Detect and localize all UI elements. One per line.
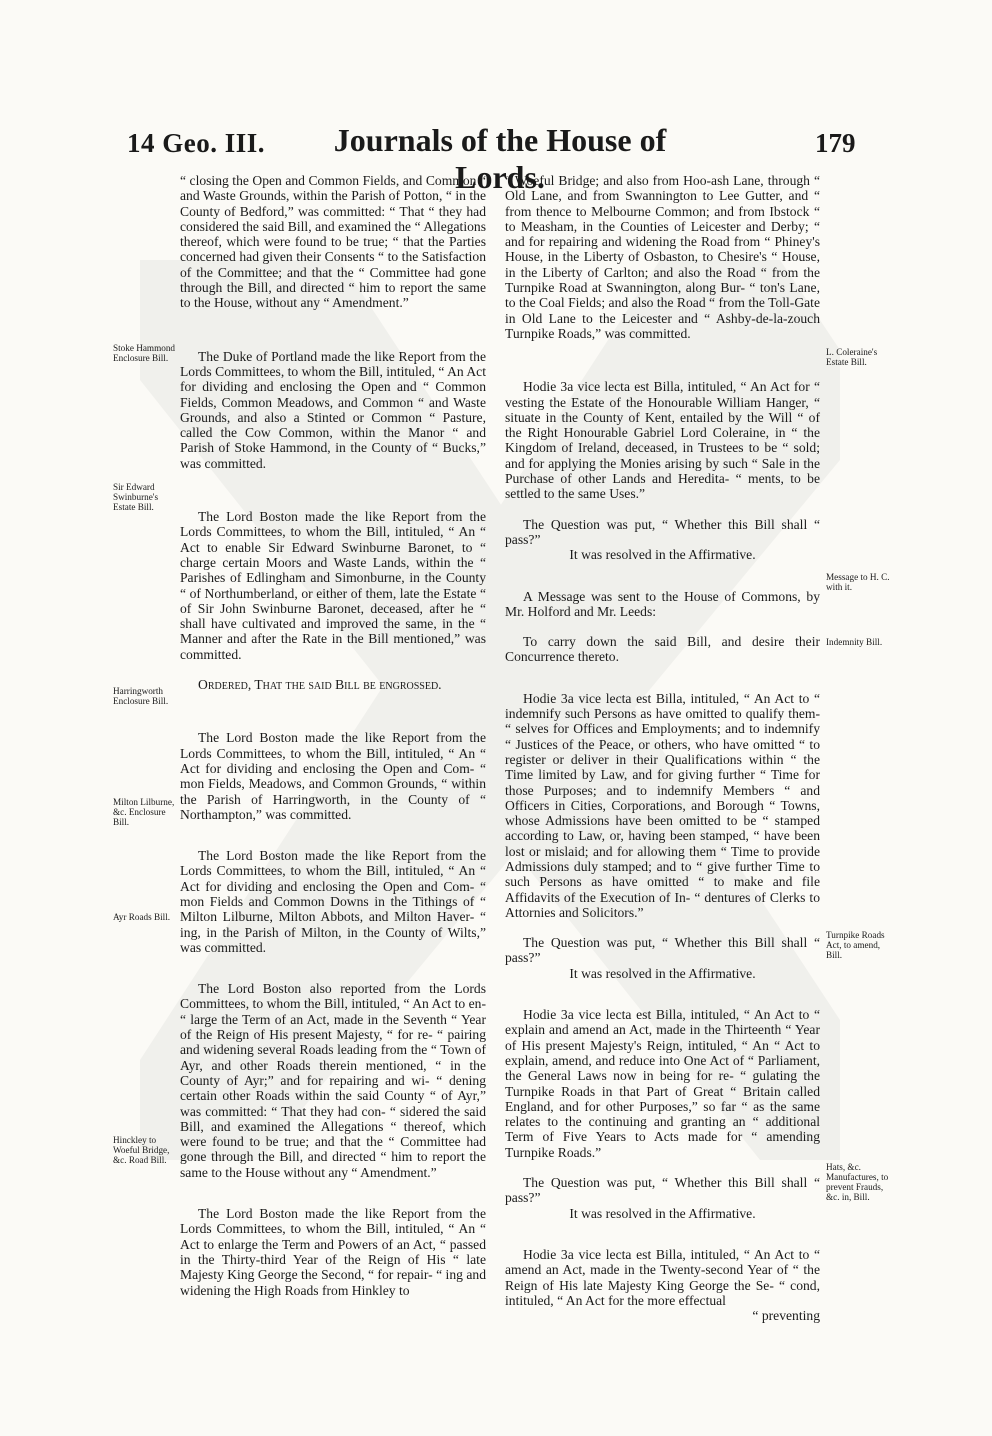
- margin-note: Sir Edward Swinburne's Estate Bill.: [113, 482, 159, 512]
- left-paragraph: The Duke of Portland made the like Report from the Lords Committees, to whom the Bill, intituled, “ An Act for dividing and enclosing the Open and “ Common Fields, Common Meadows, and Common “ and Waste Grounds, and also a Stinted or Common “ Pasture, called the Cow Common, within the Manor “ and Parish of Stoke Hammond, in the County of “ Bucks,” was committed.: [180, 348, 486, 471]
- right-paragraph: A Message was sent to the House of Commons, by Mr. Holford and Mr. Leeds:: [505, 588, 820, 619]
- catchword: “ preventing: [752, 1308, 820, 1324]
- margin-note: Harringworth Enclosure Bill.: [113, 686, 169, 706]
- regnal-year: 14 Geo. III.: [127, 128, 266, 158]
- margin-note: Ayr Roads Bill.: [113, 912, 171, 922]
- margin-note: L. Coleraine's Estate Bill.: [826, 347, 878, 367]
- margin-note: Indemnity Bill.: [826, 637, 883, 647]
- margin-note: Hats, &c. Manufactures, to prevent Frauds, &c. in, Bill.: [826, 1162, 889, 1202]
- left-paragraph: “ closing the Open and Common Fields, and Common “ and Waste Grounds, within the Parish of Potton, “ in the County of Bedford,” was committed: “ That “ they had considered the said Bill, and examined the “ Allegations thereof, which were found to be true; “ that the Parties concerned had given their Consents “ to the Satisfaction of the Committee; and that the “ Committee had gone through the Bill, and directed “ him to report the same to the House, without any “ Amendment.”: [180, 173, 486, 311]
- left-paragraph: The Lord Boston made the like Report from the Lords Committees, to whom the Bill, intituled, “ An “ Act for dividing and enclosing the Open and Com- “ mon Fields and Common Downs in the Tithings of “ Milton Lilburne, Milton Abbots, and Milton Haver- “ ing, in the Parish of Milton, in the County of Wilts,” was committed.: [180, 848, 486, 955]
- margin-note: Turnpike Roads Act, to amend, Bill.: [826, 930, 885, 960]
- page-number: 179: [815, 128, 856, 158]
- margin-note: Message to H. C. with it.: [826, 572, 890, 592]
- left-paragraph: The Lord Boston made the like Report from the Lords Committees, to whom the Bill, intituled, “ An “ Act to enlarge the Term and Powers of an Act, “ passed in the Thirty-third Year of the Reign of His “ late Majesty King George the Second, “ for repair- “ ing and widening the High Roads from Hinkley to: [180, 1206, 486, 1298]
- right-paragraph: It was resolved in the Affirmative.: [569, 547, 756, 563]
- right-paragraph: Hodie 3a vice lecta est Billa, intituled, “ An Act to “ amend an Act, made in the Twenty-second Year of “ the Reign of His late Majesty King George the Se- “ cond, intituled, “ An Act for the more effectual: [505, 1246, 820, 1308]
- left-paragraph: The Lord Boston made the like Report from the Lords Committees, to whom the Bill, intituled, “ An “ Act to enable Sir Edward Swinburne Baronet, to “ charge certain Moors and Waste Lands, within the “ Parishes of Edlingham and Simonburne, in the County “ of Northumberland, or either of them, late the Estate “ of Sir John Swinburne Baronet, deceased, after he “ shall have cultivated and improved the same, in the “ Manner and after the Rate in the Bill mentioned,” was committed.: [180, 509, 486, 662]
- left-column: [180, 173, 486, 1298]
- margin-note: Stoke Hammond Enclosure Bill.: [113, 343, 176, 363]
- right-paragraph: It was resolved in the Affirmative.: [569, 1205, 756, 1221]
- right-paragraph: To carry down the said Bill, and desire their Concurrence thereto.: [505, 634, 820, 665]
- margin-note: Hinckley to Woeful Bridge, &c. Road Bill.: [113, 1135, 170, 1165]
- left-paragraph: The Lord Boston also reported from the Lords Committees, to whom the Bill, intituled, “ An Act to en- “ large the Term of an Act, made in the Seventh “ Year of the Reign of His present Majesty, “ for re- “ pairing and widening several Roads leading from the “ Town of Ayr, and other Roads therein mentioned, “ in the County of Ayr;” and for repairing and wi- “ dening certain other Roads within the said County “ of Ayr,” was committed: “ That they had con- “ sidered the said Bill, and examined the Allegations “ thereof, which were found to be true; and that the “ Committee had gone through the Bill, and directed “ him to report the same to the House without any “ Amendment.”: [180, 981, 486, 1180]
- journal-title: Journals of the House of Lords.: [333, 122, 667, 195]
- right-paragraph: Hodie 3a vice lecta est Billa, intituled, “ An Act to “ indemnify such Persons as have omitted to qualify them- “ selves for Offices and Employments; and to indemnify “ Justices of the Peace, or others, who have omitted “ to register or deliver in their Qualifications within “ the Time limited by Law, and for giving further “ Time for those Purposes; and to indemnify Members “ and Officers in Cities, Corporations, and Borough “ Towns, whose Admissions have been omitted to be “ stamped according to Law, or, having been stamped, “ have been lost or mislaid; and for allowing them “ Time to provide Admissions duly stamped; and to “ give further Time to such Persons as have omitted “ to make and file Affidavits of the Execution of In- “ dentures of Clerks to Attornies and Solicitors.”: [505, 690, 820, 920]
- left-paragraph: Ordered, That the said Bill be engrossed.: [198, 677, 442, 693]
- right-paragraph: Hodie 3a vice lecta est Billa, intituled, “ An Act for “ vesting the Estate of the Honourable William Hanger, “ situate in the County of Kent, entailed by the Will “ of the Right Honourable Gabriel Lord Coleraine, in “ the Kingdom of Ireland, deceased, in Trustees to be “ sold; and for applying the Monies arising by such “ Sale in the Purchase of other Lands and Heredita- “ ments, to be settled to the same Uses.”: [505, 379, 820, 502]
- right-paragraph: “ Woeful Bridge; and also from Hoo-ash Lane, through “ Old Lane, and from Swannington to Lee Gutter, and “ from thence to Melbourne Common; and from Ibstock “ to Measham, in the Counties of Leicester and Derby; “ and for repairing and widening the Road from “ Phiney's House, in the Liberty of Osbaston, to Chesire's “ House, in the Liberty of Carlton; and also the Road “ from the Turnpike Road at Swannington, along Bur- “ ton's Lane, to the Coal Fields; and also the Road “ from the Toll-Gate in Old Lane to the Leicester and “ Ashby-de-la-zouch Turnpike Roads,” was committed.: [505, 173, 820, 341]
- left-paragraph: The Lord Boston made the like Report from the Lords Committees, to whom the Bill, intituled, “ An “ Act for dividing and enclosing the Open and Com- “ mon Fields, Meadows, and Common Grounds, “ within the Parish of Harringworth, in the County of “ Northampton,” was committed.: [180, 730, 486, 822]
- right-paragraph: Hodie 3a vice lecta est Billa, intituled, “ An Act to “ explain and amend an Act, made in the Thirteenth “ Year of His present Majesty's Reign, intituled, “ An “ Act to explain, amend, and reduce into One Act of “ Parliament, the General Laws now in being for re- “ gulating the Turnpike Roads in that Part of Great “ Britain called England, and for other Purposes,” so far “ as the same relates to the continuing and granting an “ additional Term of Five Years to Acts made for “ amending Turnpike Roads.”: [505, 1007, 820, 1160]
- right-paragraph: It was resolved in the Affirmative.: [569, 965, 756, 981]
- page-header: [0, 122, 992, 195]
- right-column: [505, 173, 820, 1323]
- margin-note: Milton Lilburne, &c. Enclosure Bill.: [113, 797, 175, 827]
- right-paragraph: The Question was put, “ Whether this Bill shall “ pass?”: [505, 1175, 820, 1206]
- right-paragraph: The Question was put, “ Whether this Bill shall “ pass?”: [505, 935, 820, 966]
- right-paragraph: The Question was put, “ Whether this Bill shall “ pass?”: [505, 516, 820, 547]
